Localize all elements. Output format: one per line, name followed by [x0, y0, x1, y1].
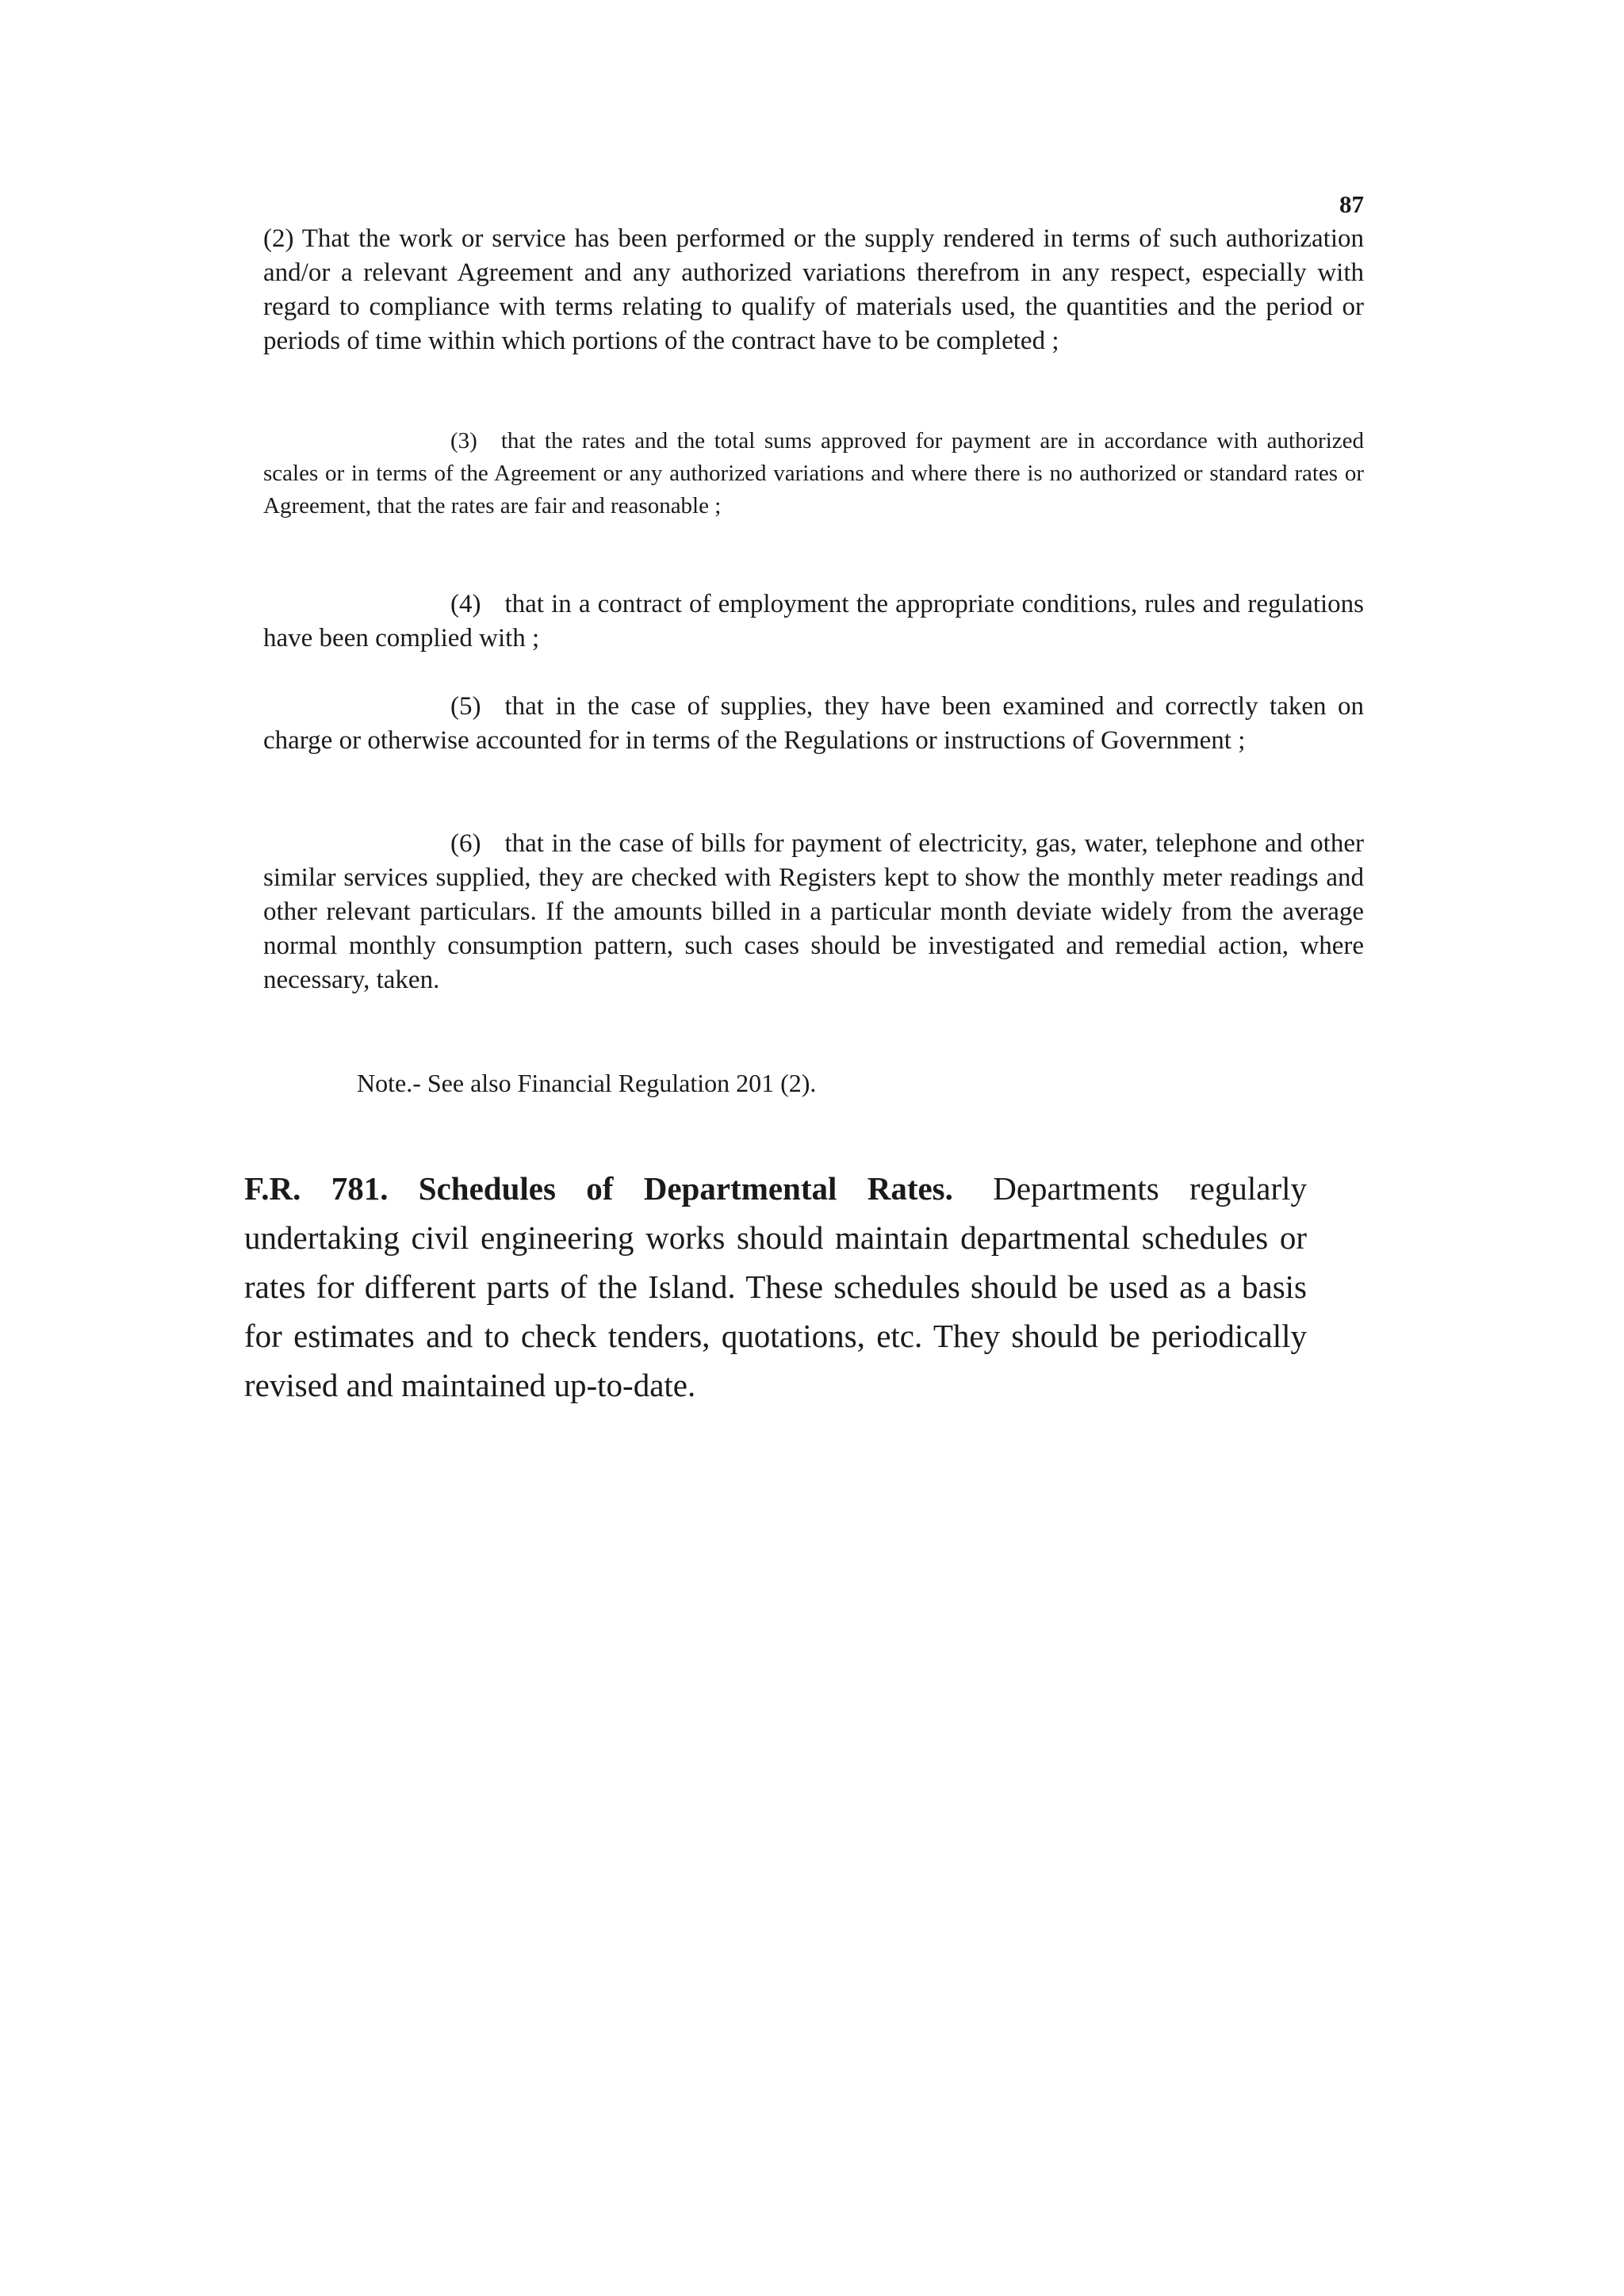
clause-2: (2) That the work or service has been performed or the supply rendered in terms of such authorization and/or a relevant Agreement and any authorized variations therefrom in any respect, especially with regard to compliance with terms relating to qualify of materials used, the quantities and the period or periods of time within which portions of the contract have to be completed ; — [263, 224, 1364, 355]
clause-4-text: that in a contract of employment the appropriate conditions, rules and regulations have been complied with ; — [263, 590, 1364, 652]
regulation-heading: F.R. 781. Schedules of Departmental Rates. — [244, 1170, 953, 1207]
clause-4 — [263, 587, 1364, 656]
clause-6-text: that in the case of bills for payment of electricity, gas, water, telephone and other similar services supplied, they are checked with Registers kept to show the monthly meter readings and other relevant particulars. If the amounts billed in a particular month deviate widely from the average normal monthly consumption pattern, such cases should be investigated and remedial action, where necessary, taken. — [263, 829, 1364, 994]
clause-3-number: (3) — [450, 428, 477, 453]
clause-6 — [263, 827, 1364, 997]
clause-5-text: that in the case of supplies, they have been examined and correctly taken on charge or otherwise accounted for in terms of the Regulations or instructions of Government ; — [263, 692, 1364, 755]
clause-4-number: (4) — [450, 590, 481, 618]
note: Note.- See also Financial Regulation 201 (2). — [357, 1069, 817, 1097]
clause-5-number: (5) — [450, 692, 481, 721]
clause-5 — [263, 690, 1364, 758]
clause-3-text: that the rates and the total sums approved for payment are in accordance with authorized scales or in terms of the Agreement or any authorized variations and where there is no authorized or standard rates or Agreement, that the rates are fair and reasonable ; — [263, 428, 1364, 519]
clause-3 — [263, 425, 1364, 522]
page-number: 87 — [1339, 190, 1364, 218]
clause-6-number: (6) — [450, 829, 481, 858]
regulation-body: Departments regularly undertaking civil engineering works should maintain departmental schedules or rates for different parts of the Island. These schedules should be used as a basis for estimates and to check tenders, quotations, etc. They should be periodically revised and maintained up-to-date. — [244, 1170, 1308, 1403]
regulation-781 — [244, 1164, 1307, 1410]
